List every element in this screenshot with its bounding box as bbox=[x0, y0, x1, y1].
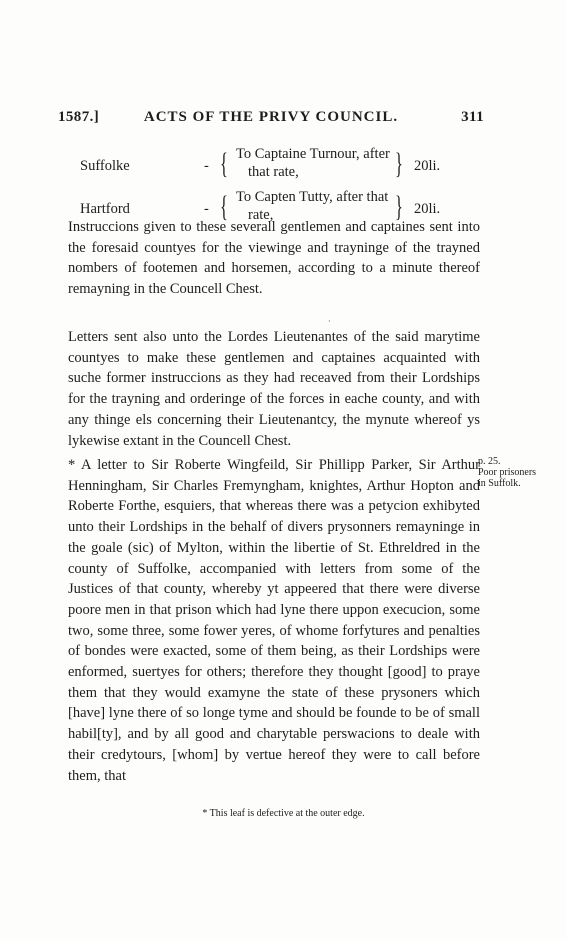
header-year: 1587.] bbox=[58, 109, 100, 125]
county-name: Suffolke bbox=[80, 158, 130, 174]
separator-dot: · bbox=[328, 317, 331, 326]
paragraph-letter-wingfeild: * A letter to Sir Roberte Wingfeild, Sir Phillipp Parker, Sir Arthur Henningham, Sir Charles Fremyngham, knightes, Arthur Hopton and Roberte Forthe, esquiers, that whereas there was a petycion exhibyted unto their Lordships in the behalf of divers prysonners remayninge in the goale (sic) of Mylton, within the libertie of St. Ethreldred in the county of Suffolke, accompanied with letters from some of the Justices of that county, whereby yt appeered that there were diverse poore men in that prison which had lyne there uppon execucion, some two, some three, some fower yeres, of whome forfytures and penalties of bondes were exacted, some of them being, as their Lordships were enformed, suertyes for others; therefore they thought [good] to praye them that they would examyne the state of these prysoners which [have] lyne there of so longe tyme and should be founde to be of small habil[ty], and by all good and charytable perswacions to deale with their credytours, [whom] by vertue hereof they were to call before them, that bbox=[68, 457, 480, 784]
allocation-line-1: To Capten Tutty, after that bbox=[236, 189, 389, 205]
marginal-note-line-2: in Suffolk. bbox=[478, 478, 521, 489]
allocation-line-2: that rate, bbox=[248, 164, 299, 180]
right-brace-icon: } bbox=[395, 190, 403, 223]
left-brace-icon: { bbox=[220, 147, 228, 180]
allocation-amount: 20li. bbox=[414, 158, 441, 174]
page-number: 311 bbox=[461, 109, 484, 125]
marginal-note-line-1: Poor prisoners bbox=[478, 467, 537, 478]
header-title: ACTS OF THE PRIVY COUNCIL. bbox=[143, 109, 399, 125]
marginal-note bbox=[478, 456, 558, 489]
paragraph-instructions: Instruccions given to these severall gentlemen and captaines sent into the foresaid countyes for the viewinge and trayninge of the trayned nombers of footemen and horsemen, according to a minute thereof remayning in the Councell Chest. bbox=[68, 219, 480, 298]
dash: - bbox=[204, 201, 209, 217]
right-brace-icon: } bbox=[395, 147, 403, 180]
allocation-line-2: rate, bbox=[248, 207, 274, 223]
allocation-line-1: To Captaine Turnour, after bbox=[236, 146, 390, 162]
footnote: * This leaf is defective at the outer edge. bbox=[202, 808, 365, 819]
dash: - bbox=[204, 158, 209, 174]
county-name: Hartford bbox=[80, 201, 130, 217]
marginal-page-ref: p. 25. bbox=[478, 456, 501, 467]
left-brace-icon: { bbox=[220, 190, 228, 223]
allocation-amount: 20li. bbox=[414, 201, 441, 217]
allocation-row-suffolke bbox=[58, 146, 478, 186]
paragraph-letters-lieutenants: Letters sent also unto the Lordes Lieutenantes of the said marytime countyes to make these gentlemen and captaines acquainted with suche former instruccions as they had receaved from their Lordships for the trayning and orderinge of the forces in eache county, and with any thinge els concerning their Lieutenantcy, the mynute whereof ys lykewise extant in the Councell Chest. bbox=[68, 329, 480, 449]
